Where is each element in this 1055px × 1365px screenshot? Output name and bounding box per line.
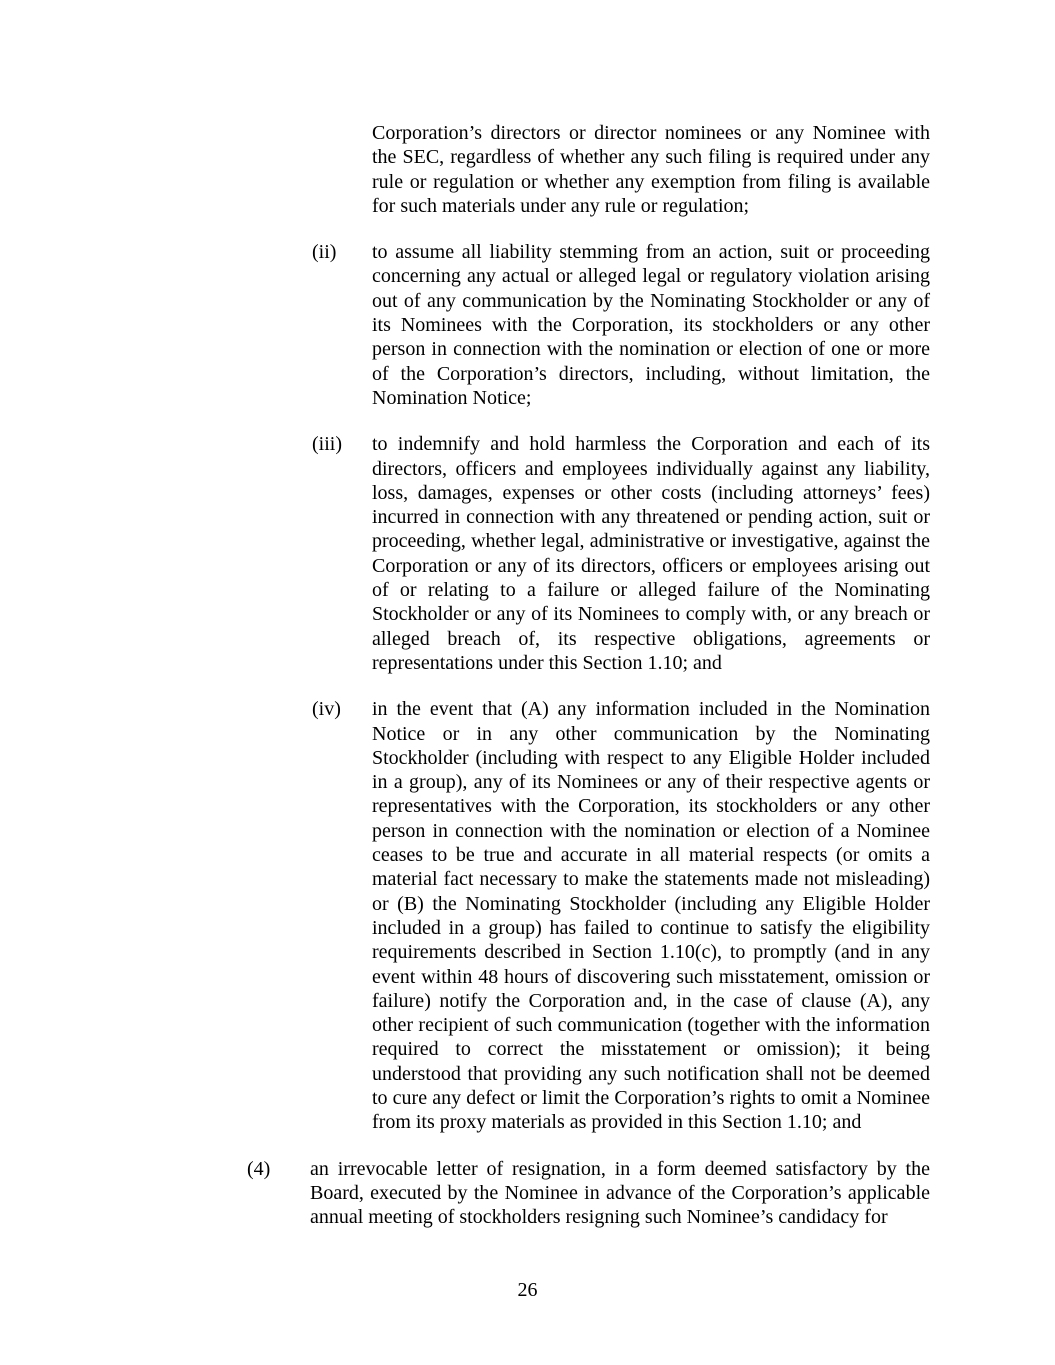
list-item-text: to assume all liability stemming from an action, suit or proceeding concerning any actual or alleged legal or regulatory violation arising out of any communication by the Nominating Stockholder or any of its Nominees with the Corporation, its stockholders or any other person in connection with the nomination or election of one or more of the Corporation’s directors, including, without limitation, the Nomination Notice; (372, 241, 930, 409)
list-item-label: (ii) (312, 241, 337, 264)
list-item-ii (0, 240, 1055, 410)
list-item-iv (0, 697, 1055, 1134)
list-item-text: in the event that (A) any information included in the Nomination Notice or in any other communication by the Nominating Stockholder (including with respect to any Eligible Holder included in a group), any of its Nominees or any of their respective agents or representatives with the Corporation, its stockholders or any other person in connection with the nomination or election of a Nominee ceases to be true and accurate in all material respects (or omits a material fact necessary to make the statements made not misleading) or (B) the Nominating Stockholder (including any Eligible Holder included in a group) has failed to continue to satisfy the eligibility requirements described in Section 1.10(c), to promptly (and in any event within 48 hours of discovering such misstatement, omission or failure) notify the Corporation and, in the case of clause (A), any other recipient of such communication (together with the information required to correct the misstatement or omission); it being understood that providing any such notification shall not be deemed to cure any defect or limit the Corporation’s rights to omit a Nominee from its proxy materials as provided in this Section 1.10; and (372, 698, 930, 1134)
list-item-text: Corporation’s directors or director nominees or any Nominee with the SEC, regardless of whether any such filing is required under any rule or regulation or whether any exemption from filing is available for such materials under any rule or regulation; (372, 122, 930, 217)
list-item-iii (0, 432, 1055, 675)
list-item-label: (iv) (312, 698, 341, 721)
list-item-label: (iii) (312, 433, 342, 456)
list-item-continuation (0, 121, 1055, 218)
page-number: 26 (517, 1279, 538, 1301)
document-content (0, 121, 1055, 1229)
list-item-4 (0, 1157, 1055, 1230)
list-item-label: (4) (247, 1157, 271, 1180)
list-item-text: to indemnify and hold harmless the Corporation and each of its directors, officers and employees individually against any liability, loss, damages, expenses or other costs (including attorneys’ fees) incurred in connection with any threatened or pending action, suit or proceeding, whether legal, administrative or investigative, against the Corporation or any of its directors, officers or employees arising out of or relating to a failure or alleged failure of the Nominating Stockholder or any of its Nominees to comply with, or any breach or alleged breach of, its respective obligations, agreements or representations under this Section 1.10; and (372, 433, 930, 674)
list-item-text: an irrevocable letter of resignation, in a form deemed satisfactory by the Board, executed by the Nominee in advance of the Corporation’s applicable annual meeting of stockholders resigning such Nominee’s candidacy for (310, 1157, 930, 1229)
